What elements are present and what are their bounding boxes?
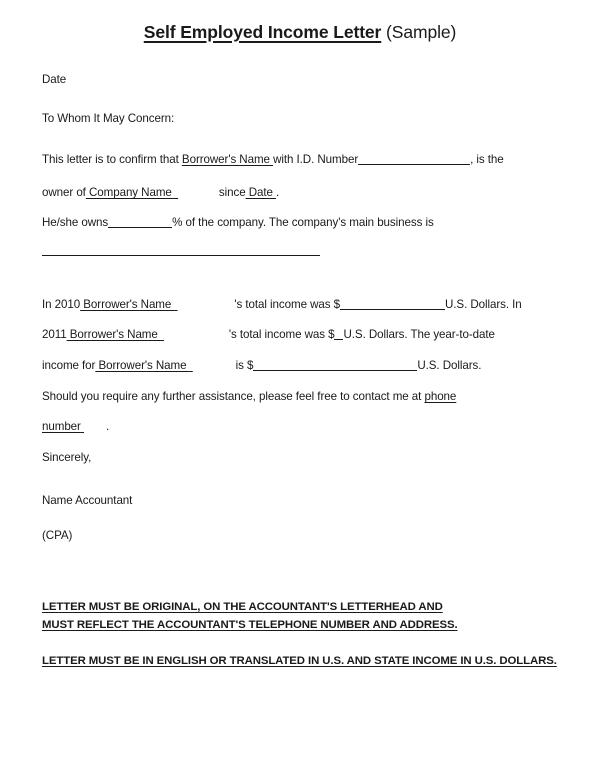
date-field bbox=[42, 72, 562, 87]
year1-borrower-name-value: Borrower's Name bbox=[80, 298, 175, 311]
sign-off bbox=[42, 450, 562, 465]
income-year1-paragraph bbox=[42, 297, 562, 312]
main-business-line bbox=[42, 248, 562, 263]
main-business-blank-row bbox=[42, 248, 562, 263]
since-label: since bbox=[218, 186, 246, 199]
id-number-label: with I.D. Number bbox=[273, 153, 359, 166]
owner-line bbox=[42, 185, 562, 200]
borrower-name-value: Borrower's Name bbox=[181, 153, 274, 166]
owns-prefix-text: He/she owns bbox=[42, 216, 109, 229]
main-business-blank bbox=[42, 254, 320, 256]
footer-notice-language bbox=[42, 652, 572, 670]
id-number-blank bbox=[358, 154, 470, 165]
year2-borrower-name-blank bbox=[161, 327, 229, 342]
confirm-prefix-text: This letter is to confirm that bbox=[42, 153, 182, 166]
income-year1-line bbox=[42, 297, 562, 312]
income-ytd-line bbox=[42, 358, 562, 373]
salutation bbox=[42, 111, 562, 126]
confirmation-line-1 bbox=[42, 152, 562, 167]
footer-notice-line-1: LETTER MUST BE ORIGINAL, ON THE ACCOUNTANT'S LETTERHEAD AND bbox=[42, 601, 443, 613]
company-name-blank bbox=[175, 185, 219, 200]
year-2011-label: 2011 bbox=[42, 328, 67, 341]
signer-name-text: Name Accountant bbox=[42, 494, 133, 507]
signer-name bbox=[42, 493, 562, 508]
confirmation-paragraph bbox=[42, 152, 562, 167]
confirm-suffix-text: , is the bbox=[470, 153, 504, 166]
year1-currency-text: U.S. Dollars. In bbox=[444, 298, 522, 311]
ytd-prefix-label: income for bbox=[42, 359, 96, 372]
company-name-value: Company Name bbox=[85, 186, 175, 199]
number-placeholder-value: number bbox=[42, 420, 81, 433]
year1-income-label: 's total income was $ bbox=[234, 298, 340, 311]
year1-income-amount-blank bbox=[340, 299, 445, 310]
page-title bbox=[0, 22, 600, 43]
number-placeholder-blank bbox=[81, 419, 103, 434]
ownership-paragraph bbox=[42, 185, 562, 200]
ytd-borrower-name-blank bbox=[190, 358, 236, 373]
date-label: Date bbox=[42, 73, 67, 86]
footer-notice-original bbox=[42, 598, 572, 634]
year2-currency-text: U.S. Dollars. The year-to-date bbox=[343, 328, 495, 341]
percentage-line bbox=[42, 215, 562, 230]
ytd-income-label: is $ bbox=[235, 359, 254, 372]
salutation-text: To Whom It May Concern: bbox=[42, 112, 175, 125]
year1-borrower-name-blank bbox=[174, 297, 234, 312]
year2-income-label: 's total income was $ bbox=[228, 328, 335, 341]
owner-prefix-text: owner of bbox=[42, 186, 86, 199]
assistance-paragraph-continued bbox=[42, 419, 562, 434]
ytd-income-amount-blank bbox=[253, 360, 417, 371]
assistance-text: Should you require any further assistance, please feel free to contact me at bbox=[42, 390, 425, 403]
signer-credential bbox=[42, 528, 562, 543]
year-2010-label: In 2010 bbox=[42, 298, 81, 311]
assistance-line-2 bbox=[42, 419, 562, 434]
ytd-currency-text: U.S. Dollars. bbox=[417, 359, 482, 372]
income-year2-paragraph bbox=[42, 327, 562, 342]
income-ytd-paragraph bbox=[42, 358, 562, 373]
footer-notice-line-2: MUST REFLECT THE ACCOUNTANT'S TELEPHONE NUMBER AND ADDRESS. bbox=[42, 619, 458, 631]
signer-credential-text: (CPA) bbox=[42, 529, 73, 542]
assistance-period: . bbox=[102, 420, 110, 433]
income-year2-line bbox=[42, 327, 562, 342]
owns-suffix-text: % of the company. The company's main business is bbox=[172, 216, 434, 229]
owner-period: . bbox=[276, 186, 280, 199]
percentage-paragraph bbox=[42, 215, 562, 230]
footer-notice-line-3: LETTER MUST BE IN ENGLISH OR TRANSLATED IN U.S. AND STATE INCOME IN U.S. DOLLARS. bbox=[42, 655, 557, 667]
assistance-line-1 bbox=[42, 389, 562, 404]
assistance-paragraph bbox=[42, 389, 562, 404]
ownership-percent-blank bbox=[108, 217, 172, 228]
ytd-borrower-name-value: Borrower's Name bbox=[95, 359, 190, 372]
since-date-value: Date bbox=[245, 186, 277, 199]
phone-placeholder-value: phone bbox=[424, 390, 457, 403]
sincerely-text: Sincerely, bbox=[42, 451, 92, 464]
page-title-suffix: (Sample) bbox=[381, 22, 457, 42]
page-title-main: Self Employed Income Letter bbox=[143, 22, 382, 42]
year2-borrower-name-value: Borrower's Name bbox=[66, 328, 161, 341]
